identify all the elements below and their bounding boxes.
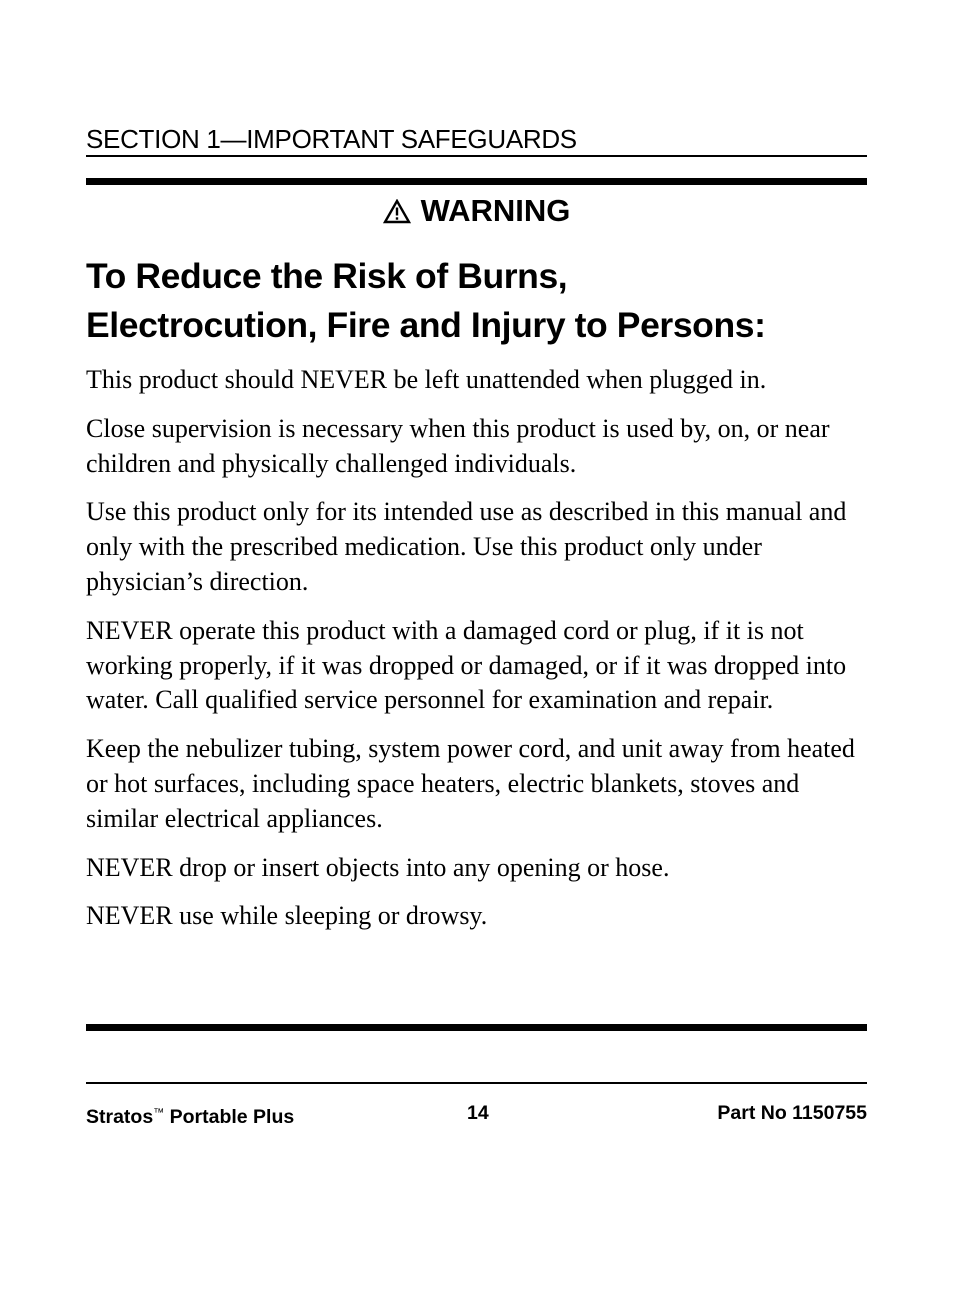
paragraph: NEVER operate this product with a damaged cord or plug, if it is not working properly, if it was dropped or damaged, or if it was dropped into water. Call qualified service personnel for examination and repair. xyxy=(86,615,847,715)
warning-label: WARNING xyxy=(420,193,571,228)
trademark-symbol: ™ xyxy=(153,1107,165,1119)
heading-line-1: To Reduce the Risk of Burns, xyxy=(86,256,568,296)
warning-bottom-rule xyxy=(86,1024,867,1031)
warning-triangle-icon xyxy=(383,199,411,224)
section-title: SECTION 1—IMPORTANT SAFEGUARDS xyxy=(86,124,577,154)
heading-line-2: Electrocution, Fire and Injury to Persons: xyxy=(86,305,766,345)
header-rule xyxy=(86,155,867,157)
warning-banner xyxy=(86,193,867,229)
warning-top-rule xyxy=(86,178,867,185)
page-footer xyxy=(86,1100,867,1126)
paragraph: Keep the nebulizer tubing, system power cord, and unit away from heated or hot surfaces, including space heaters, electric blankets, stoves and similar electrical appliances. xyxy=(86,734,855,833)
paragraph: NEVER drop or insert objects into any opening or hose. xyxy=(86,852,670,882)
page-heading xyxy=(86,252,886,350)
paragraph: Use this product only for its intended use as described in this manual and only with the prescribed medication. Use this product only under physician’s direction. xyxy=(86,497,847,596)
paragraph: This product should NEVER be left unattended when plugged in. xyxy=(86,365,767,394)
paragraph: Close supervision is necessary when this product is used by, on, or near children and physically challenged individuals. xyxy=(86,413,830,478)
footer-rule xyxy=(86,1082,867,1084)
footer-part-number: Part No 1150755 xyxy=(717,1102,867,1124)
footer-product-name: Stratos™ Portable Plus xyxy=(86,1106,295,1128)
footer-page-number: 14 xyxy=(467,1102,489,1124)
paragraph: NEVER use while sleeping or drowsy. xyxy=(86,901,488,931)
warning-list xyxy=(86,363,867,948)
